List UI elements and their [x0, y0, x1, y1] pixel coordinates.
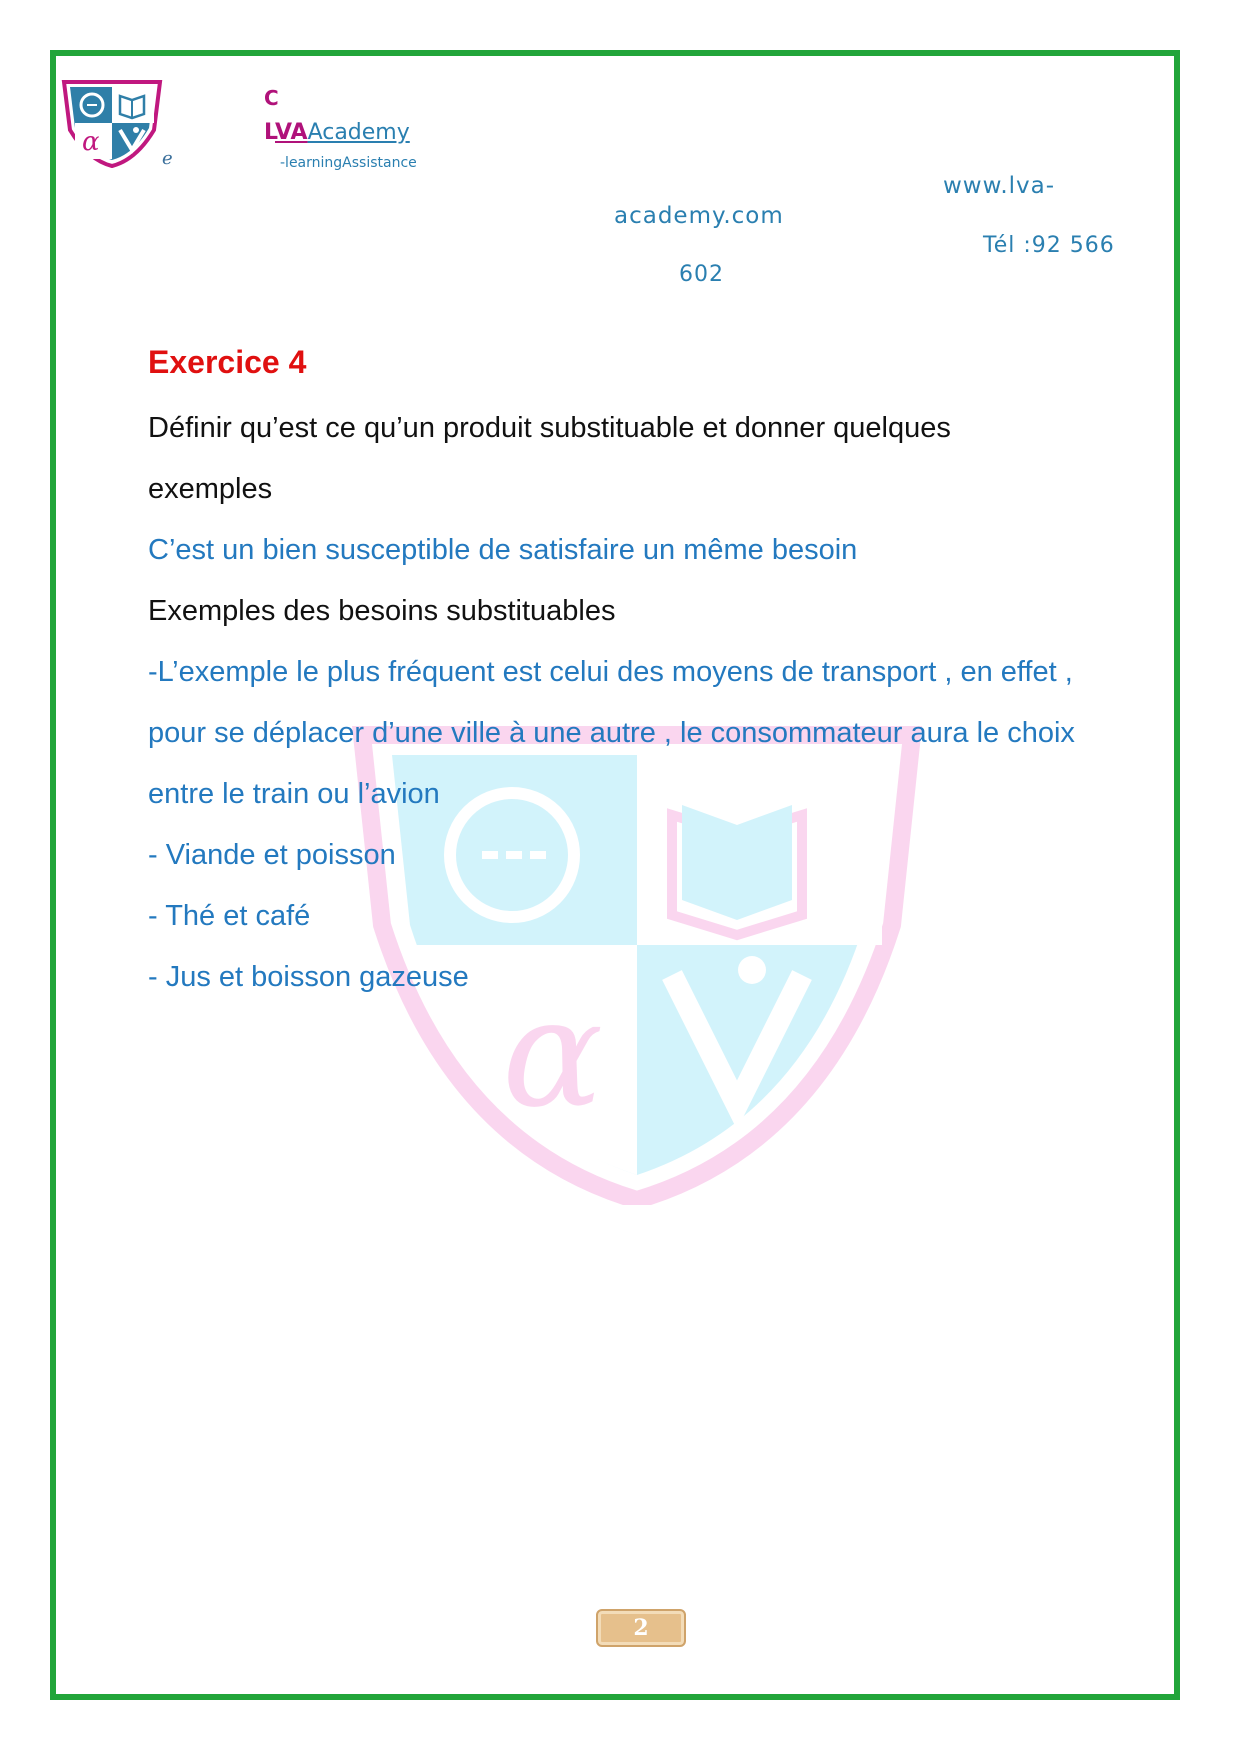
- example-line: - Thé et café: [148, 900, 311, 932]
- question-line-2: exemples: [148, 473, 273, 505]
- lva-academy-logo: [58, 78, 166, 168]
- page-number: 2: [596, 1609, 686, 1647]
- example-line: -L’exemple le plus fréquent est celui des moyens de transport , en effet ,: [148, 656, 1073, 688]
- svg-text:α: α: [502, 967, 604, 1141]
- brand-tagline: -learningAssistance: [280, 155, 417, 171]
- example-line: entre le train ou l’avion: [148, 778, 440, 810]
- brand-name-va: VA: [275, 120, 308, 145]
- examples-heading: Exemples des besoins substituables: [148, 595, 616, 627]
- exercise-title: Exercice 4: [148, 344, 307, 380]
- website-link-part1[interactable]: www.lva-: [943, 173, 1056, 199]
- phone-number: Tél :92 566: [983, 233, 1115, 258]
- question-line-1: Définir qu’est ce qu’un produit substituable et donner quelques: [148, 412, 951, 444]
- example-line: pour se déplacer d’une ville à une autre , le consommateur aura le choix: [148, 717, 1075, 749]
- example-line: - Jus et boisson gazeuse: [148, 961, 469, 993]
- example-line: - Viande et poisson: [148, 839, 396, 871]
- website-link-part2[interactable]: academy.com: [614, 203, 784, 229]
- exercise-content: [148, 340, 1148, 1008]
- svg-text:α: α: [82, 127, 100, 157]
- logo-e-mark: e: [162, 148, 173, 169]
- brand-name: [264, 120, 410, 145]
- answer-definition: C’est un bien susceptible de satisfaire un même besoin: [148, 534, 858, 566]
- brand-name-l: L: [264, 120, 275, 145]
- brand-name-academy[interactable]: Academy: [307, 120, 410, 145]
- phone-number-suffix: 602: [679, 262, 724, 287]
- brand-letter-c: C: [264, 86, 279, 110]
